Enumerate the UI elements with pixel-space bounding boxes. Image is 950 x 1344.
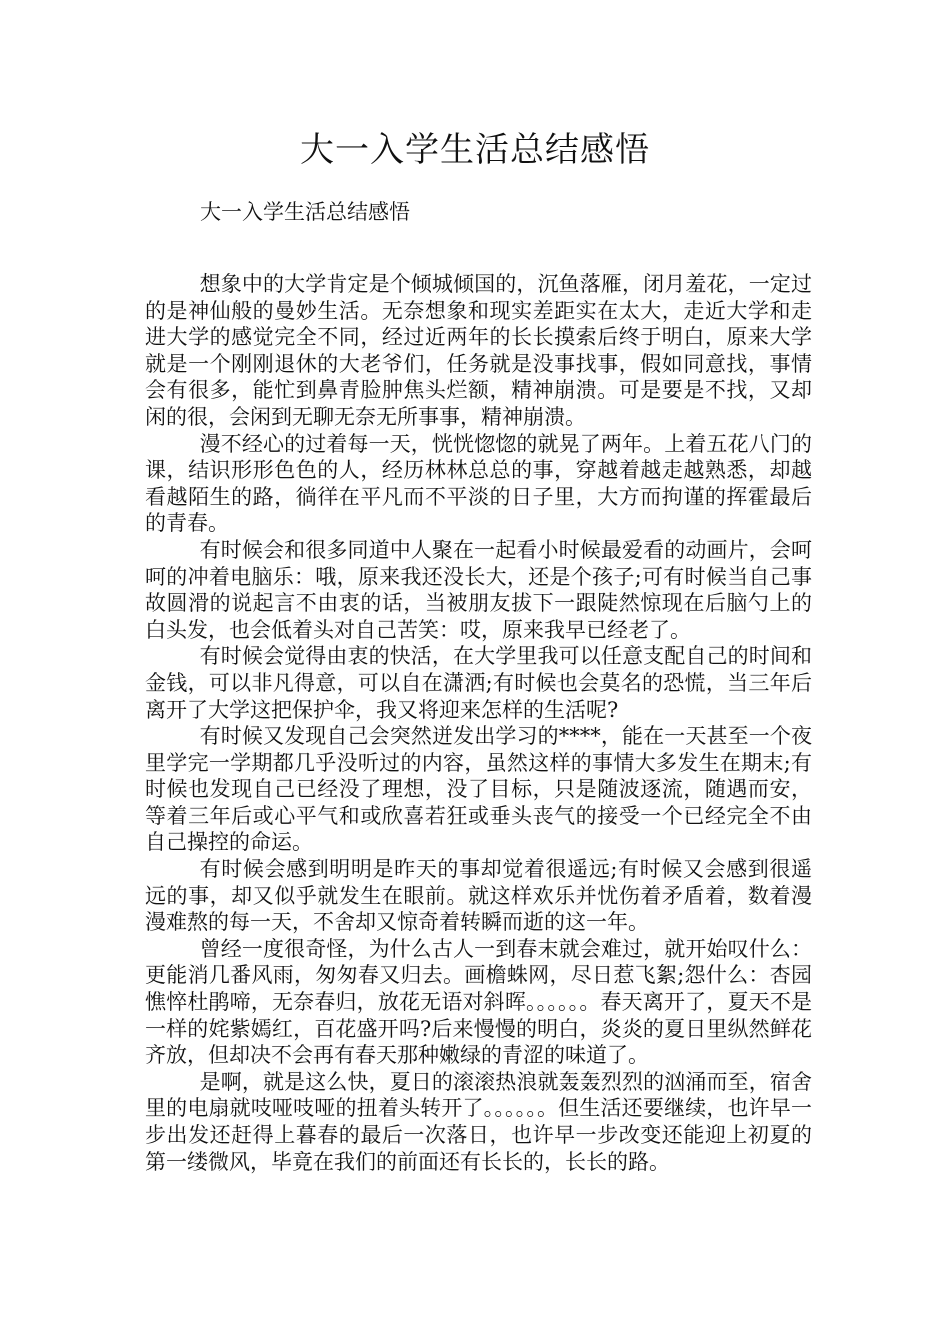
paragraph: 有时候会觉得由衷的快活，在大学里我可以任意支配自己的时间和金钱，可以非凡得意，可以自在潇洒;有时候也会莫名的恐慌，当三年后离开了大学这把保护伞，我又将迎来怎样的生活呢? — [145, 644, 812, 722]
document-subtitle: 大一入学生活总结感悟 — [200, 200, 410, 224]
document-title: 大一入学生活总结感悟 — [300, 130, 650, 170]
paragraph: 有时候又发现自己会突然迸发出学习的****，能在一天甚至一个夜里学完一学期都几乎没听过的内容，虽然这样的事情大多发生在期末;有时候也发现自己已经没了理想，没了目标，只是随波逐流，随遇而安，等着三年后或心平气和或欣喜若狂或垂头丧气的接受一个已经完全不由自己操控的命运。 — [145, 724, 812, 855]
paragraph: 曾经一度很奇怪，为什么古人一到春末就会难过，就开始叹什么：更能消几番风雨，匆匆春又归去。画檐蛛网，尽日惹飞絮;怨什么：杏园憔悴杜鹃啼，无奈春归，放花无语对斜晖。。。。。。春天离开了，夏天不是一样的姹紫嫣红，百花盛开吗?后来慢慢的明白，炎炎的夏日里纵然鲜花齐放，但却决不会再有春天那种嫩绿的青涩的味道了。 — [145, 936, 812, 1068]
paragraph: 有时候会和很多同道中人聚在一起看小时候最爱看的动画片，会呵呵的冲着电脑乐：哦，原来我还没长大，还是个孩子;可有时候当自己事故圆滑的说起言不由衷的话，当被朋友拔下一跟陡然惊现在后脑勺上的白头发，也会低着头对自己苦笑：哎，原来我早已经老了。 — [145, 537, 812, 642]
paragraph: 有时候会感到明明是昨天的事却觉着很遥远;有时候又会感到很遥远的事，却又似乎就发生在眼前。就这样欢乐并忧伤着矛盾着，数着漫漫难熬的每一天，不舍却又惊奇着转瞬而逝的这一年。 — [145, 857, 812, 935]
paragraph: 漫不经心的过着每一天，恍恍惚惚的就晃了两年。上着五花八门的课，结识形形色色的人，经历林林总总的事，穿越着越走越熟悉，却越看越陌生的路，徜徉在平凡而不平淡的日子里，大方而拘谨的挥霍最后的青春。 — [145, 431, 812, 536]
document-body — [145, 271, 812, 1175]
paragraph: 想象中的大学肯定是个倾城倾国的，沉鱼落雁，闭月羞花，一定过的是神仙般的曼妙生活。无奈想象和现实差距实在太大，走近大学和走进大学的感觉完全不同，经过近两年的长长摸索后终于明白，原来大学就是一个刚刚退休的大老爷们，任务就是没事找事，假如同意找，事情会有很多，能忙到鼻青脸肿焦头烂额，精神崩溃。可是要是不找，又却闲的很，会闲到无聊无奈无所事事，精神崩溃。 — [145, 272, 812, 429]
paragraph: 是啊，就是这么快，夏日的滚滚热浪就轰轰烈烈的汹涌而至，宿舍里的电扇就吱哑吱哑的扭着头转开了。。。。。。但生活还要继续，也许早一步出发还赶得上暮春的最后一次落日，也许早一步改变还能迎上初夏的第一缕微风，毕竟在我们的前面还有长长的，长长的路。 — [145, 1069, 812, 1174]
